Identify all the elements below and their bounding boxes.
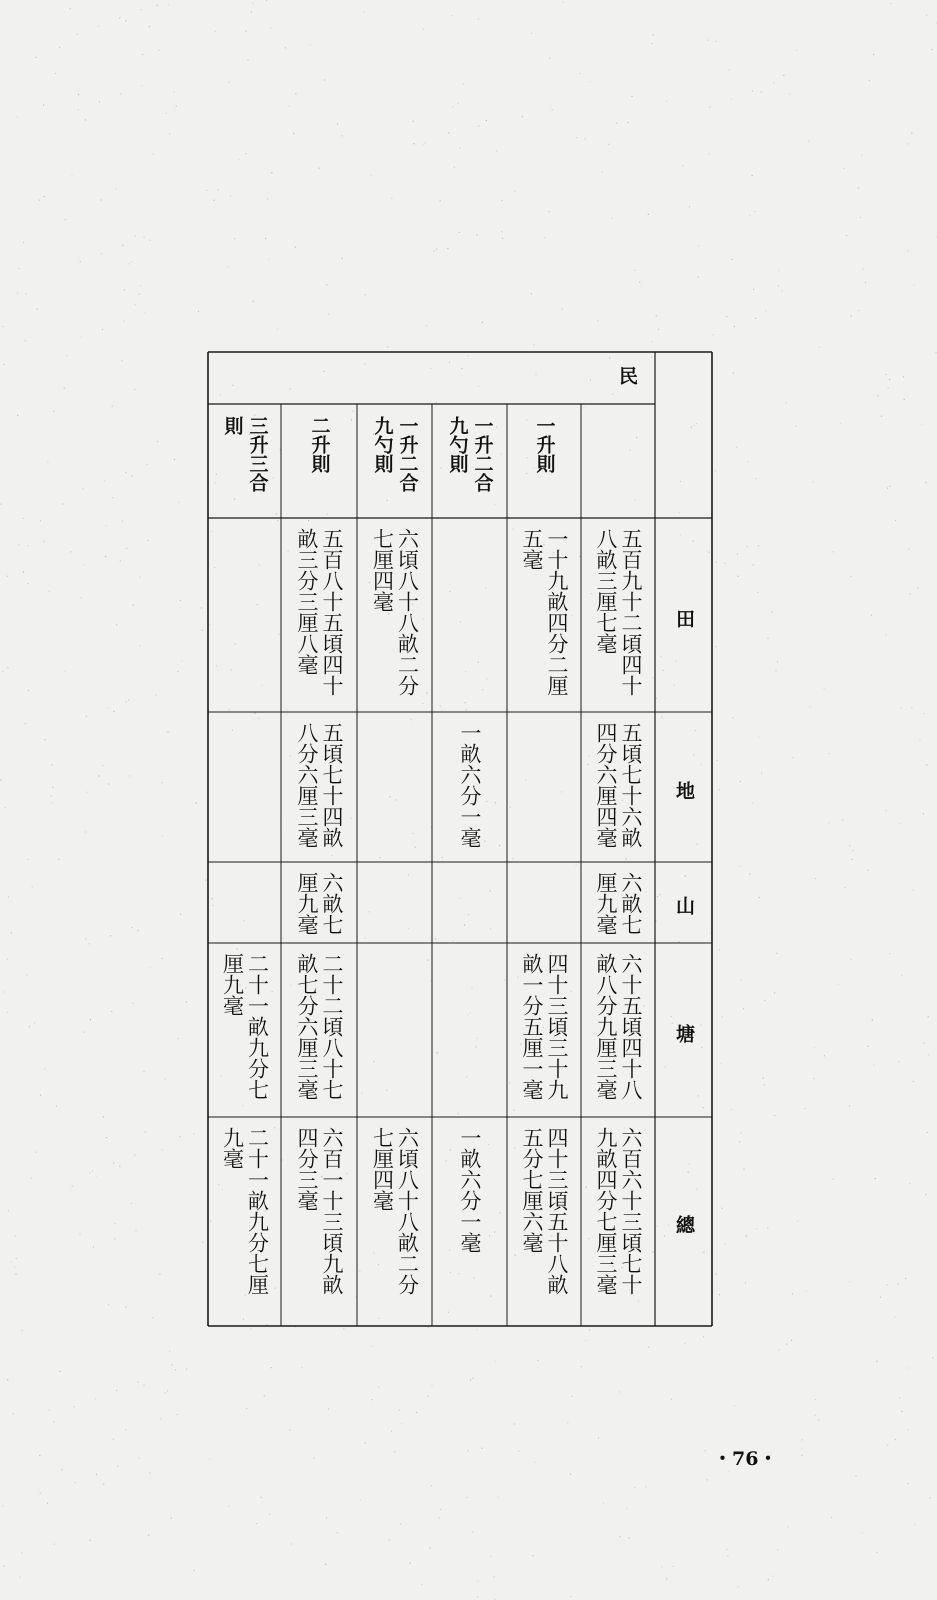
data-cell: 一畝六分一毫	[458, 1127, 482, 1253]
data-cell: 五百九十二頃四十 八畝三厘七毫	[594, 528, 643, 696]
data-cell: 五百八十五頃四十 畝三分三厘八毫	[295, 528, 344, 696]
data-cell: 二十一畝九分七厘 九毫	[220, 1127, 270, 1295]
column-header: 塘	[673, 1023, 695, 1043]
data-cell: 二十二頃八十七 畝七分六厘三毫	[295, 953, 344, 1100]
row-label: 一升二合 九勺則	[371, 416, 419, 492]
data-cell	[432, 872, 507, 939]
data-cell	[432, 953, 507, 1113]
data-cell: 六頃八十八畝二分 七厘四毫	[370, 1127, 420, 1295]
data-cell: 六十五頃四十八 畝八分九厘三毫	[594, 953, 643, 1100]
data-cell: 四十三頃五十八畝 五分七厘六毫	[520, 1127, 569, 1295]
data-cell: 六頃八十八畝二分 七厘四毫	[370, 528, 420, 696]
data-cell: 六百一十三頃九畝 四分三毫	[295, 1127, 344, 1295]
data-cell	[507, 872, 581, 939]
row-label: 一升二合 九勺則	[446, 416, 494, 492]
page-number: ・76・	[713, 1448, 778, 1470]
column-header: 地	[673, 780, 695, 800]
data-cell: 五頃七十六畝 四分六厘四毫	[594, 722, 643, 848]
data-cell	[208, 872, 281, 939]
section-label-min: 民	[616, 366, 638, 385]
data-cell: 五頃七十四畝 八分六厘三毫	[295, 722, 344, 848]
column-header: 山	[673, 896, 695, 915]
data-cell	[357, 722, 432, 858]
row-label	[581, 416, 655, 514]
row-label: 二升則	[308, 416, 331, 473]
data-cell	[357, 872, 432, 939]
data-cell: 六畝七 厘九毫	[295, 872, 344, 935]
column-header: 田	[673, 608, 695, 628]
row-label: 一升則	[533, 416, 556, 473]
data-cell: 一畝六分一毫	[458, 722, 482, 848]
column-header: 總	[673, 1215, 695, 1234]
data-cell: 四十三頃三十九 畝一分五厘一毫	[520, 953, 569, 1100]
data-cell	[357, 953, 432, 1113]
data-cell	[208, 528, 281, 708]
data-cell	[432, 528, 507, 708]
data-cell	[208, 722, 281, 858]
row-label: 三升三合 則	[221, 416, 269, 492]
data-cell: 六百六十三頃七十 九畝四分七厘三毫	[594, 1127, 643, 1295]
data-cell: 二十一畝九分七 厘九毫	[220, 953, 270, 1100]
data-cell	[507, 722, 581, 858]
data-cell: 六畝七 厘九毫	[594, 872, 643, 935]
data-cell: 一十九畝四分二厘 五毫	[520, 528, 569, 696]
